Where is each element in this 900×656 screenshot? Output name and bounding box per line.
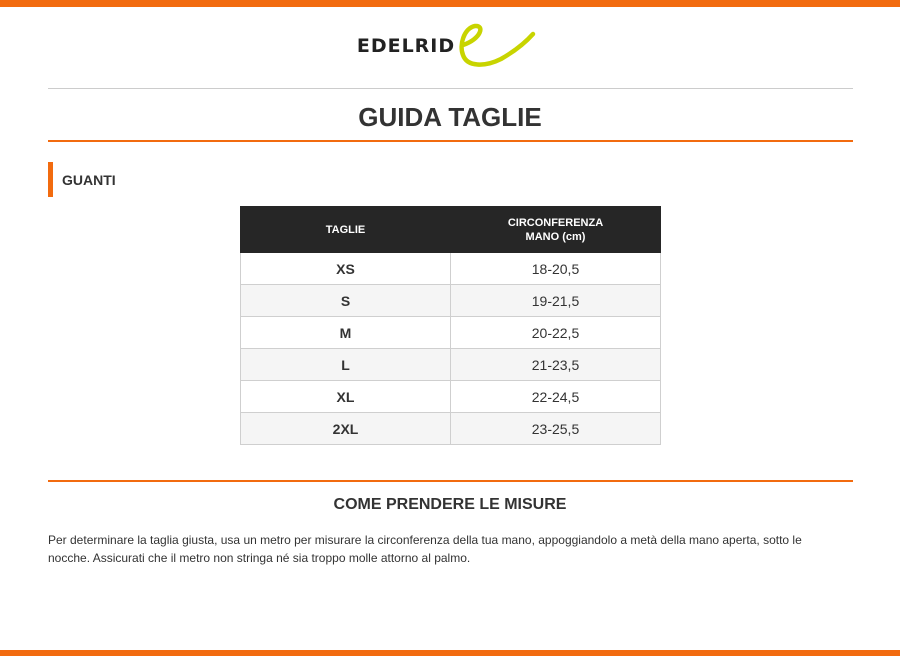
table-row [241,349,661,381]
brand-logo [0,20,900,72]
size-table [240,206,661,445]
size-cell: M [241,317,451,349]
page-title: GUIDA TAGLIE [358,102,542,132]
header-divider [48,88,853,89]
brand-name: EDELRID [356,34,456,57]
section-accent-bar [48,162,53,197]
size-cell: XL [241,381,451,413]
circumference-cell: 18-20,5 [451,253,661,285]
measure-instructions: Per determinare la taglia giusta, usa un metro per misurare la circonferenza della tua mano, appoggiandolo a metà della mano aperta, sotto le nocche. Assicurati che il metro non stringa né sia troppo molle attorno al palmo. [48,533,802,565]
measure-title: COME PRENDERE LE MISURE [333,496,567,513]
column-header-size: TAGLIE [241,207,451,253]
size-cell: S [241,285,451,317]
top-accent-bar [0,0,900,7]
table-row [241,253,661,285]
section-label: GUANTI [62,172,116,188]
measure-divider [48,480,853,482]
title-divider [48,140,853,142]
circumference-cell: 20-22,5 [451,317,661,349]
bottom-accent-bar [0,650,900,656]
circumference-cell: 19-21,5 [451,285,661,317]
size-cell: 2XL [241,413,451,445]
circumference-cell: 22-24,5 [451,381,661,413]
table-row [241,381,661,413]
table-header-row [241,207,661,253]
circumference-cell: 23-25,5 [451,413,661,445]
column-header-circumference: CIRCONFERENZA MANO (cm) [451,207,661,253]
table-row [241,317,661,349]
size-cell: XS [241,253,451,285]
size-cell: L [241,349,451,381]
edelrid-e-swoosh-icon [453,21,543,71]
table-row [241,413,661,445]
table-row [241,285,661,317]
circumference-cell: 21-23,5 [451,349,661,381]
